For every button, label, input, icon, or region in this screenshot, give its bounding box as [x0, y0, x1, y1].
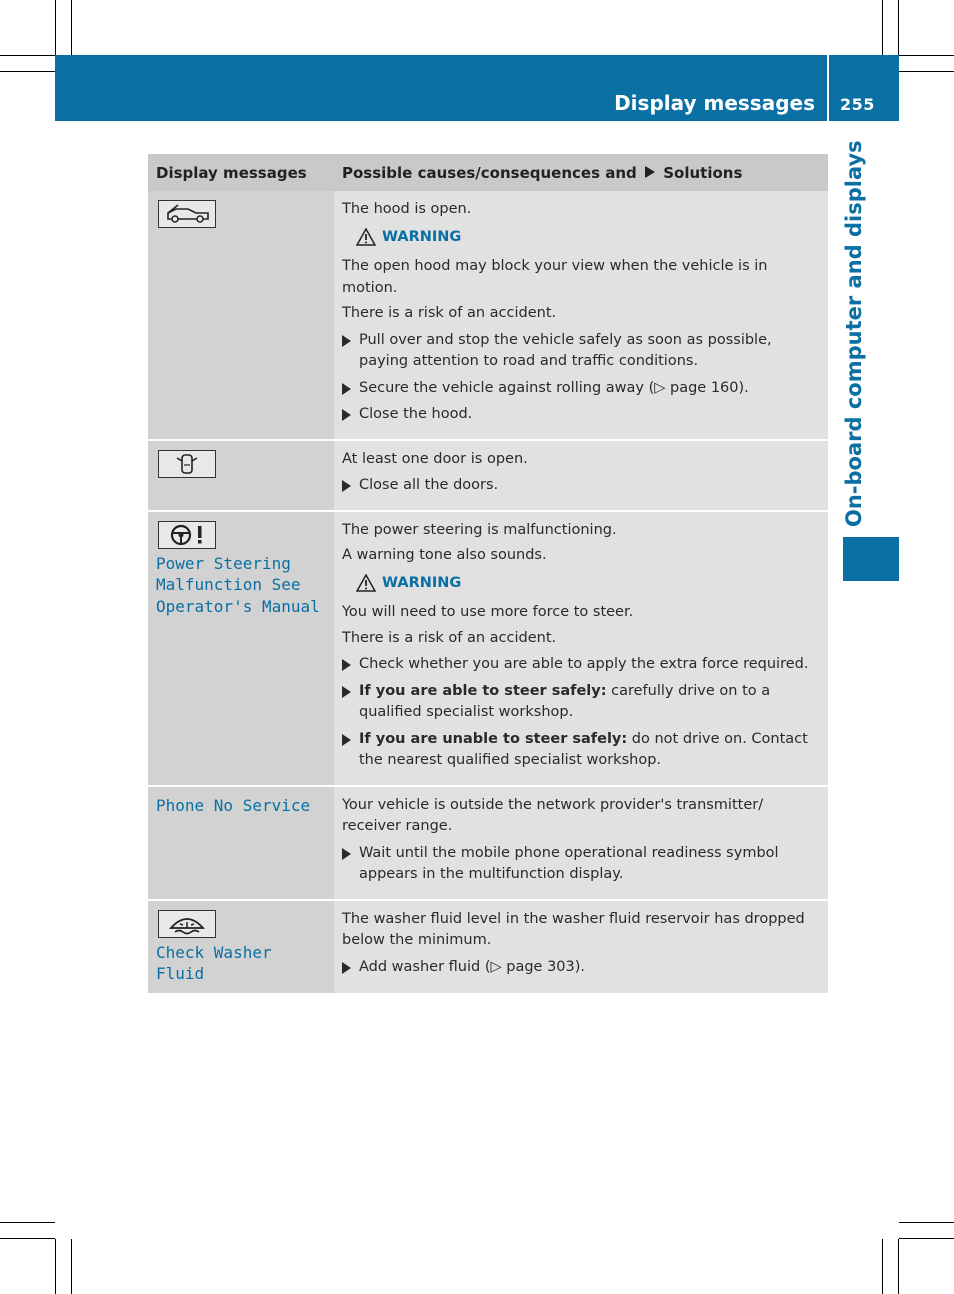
table-row: [148, 786, 828, 900]
door-open-icon: [158, 450, 216, 478]
warning-heading: [356, 573, 820, 595]
step-condition: If you are able to steer safely:: [359, 682, 607, 699]
crop-mark: [0, 1238, 55, 1239]
solution-step: [342, 404, 820, 426]
step-arrow-icon: [342, 686, 351, 698]
warning-triangle-icon: [356, 574, 376, 592]
cause-text: A warning tone also sounds.: [342, 547, 547, 563]
table-header-row: [148, 154, 828, 191]
crop-mark: [898, 0, 899, 55]
cause-text: Your vehicle is outside the network provider's transmitter/ receiver range.: [342, 796, 764, 834]
display-message-cell: [148, 511, 334, 786]
table-row: [148, 511, 828, 786]
warning-triangle-icon: [356, 228, 376, 246]
column-header-causes: [334, 154, 828, 191]
chapter-tab: [843, 537, 899, 581]
cause-solution-cell: [334, 786, 828, 900]
cause-text: At least one door is open.: [342, 450, 528, 467]
column-header-display-messages: Display messages: [148, 154, 334, 191]
cause-text: The power steering is malfunctioning.: [342, 521, 617, 538]
cause-solution-cell: [334, 511, 828, 786]
cause-text: The washer fluid level in the washer fluid reservoir has dropped below the minimum.: [342, 910, 805, 948]
step-text: Close all the doors.: [359, 477, 499, 493]
table-row: [148, 191, 828, 440]
step-arrow-icon: [342, 335, 351, 347]
cause-solution-cell: [334, 900, 828, 993]
power-steering-warning-icon: [158, 521, 216, 549]
arrow-right-icon: [644, 165, 656, 179]
crop-mark: [899, 71, 954, 72]
crop-mark: [882, 1239, 883, 1294]
crop-mark: [55, 0, 56, 55]
solution-step: [342, 957, 820, 979]
crop-mark: [0, 1222, 55, 1223]
cause-solution-cell: [334, 191, 828, 440]
step-arrow-icon: [342, 383, 351, 395]
column-header-solutions-text: Solutions: [663, 163, 743, 182]
step-text: Check whether you are able to apply the extra force required.: [359, 656, 809, 672]
step-condition: If you are unable to steer safely:: [359, 730, 628, 747]
column-header-causes-text: Possible causes/consequences and: [342, 163, 637, 182]
crop-mark: [899, 1222, 954, 1223]
warning-label: WARNING: [382, 228, 462, 245]
step-text: carefully drive on to a qualified specialist workshop.: [359, 682, 771, 720]
display-message-text: Power Steering Malfunction See Operator's Manual: [156, 553, 320, 616]
step-arrow-icon: [342, 848, 351, 860]
display-message-text: Check Washer Fluid: [156, 942, 272, 983]
crop-mark: [899, 55, 954, 56]
crop-mark: [0, 55, 55, 56]
crop-mark: [71, 1239, 72, 1294]
display-message-cell: [148, 191, 334, 440]
solution-step: [342, 843, 820, 886]
solution-step: [342, 330, 820, 373]
table-row: [148, 900, 828, 993]
header-divider: [827, 55, 829, 121]
display-messages-table: [148, 154, 828, 993]
display-message-cell: [148, 900, 334, 993]
hood-open-icon: [158, 200, 216, 228]
warning-label: WARNING: [382, 574, 462, 591]
step-arrow-icon: [342, 734, 351, 746]
crop-mark: [899, 1238, 954, 1239]
crop-mark: [898, 1239, 899, 1294]
cause-solution-cell: [334, 440, 828, 511]
step-text: do not drive on. Contact the nearest qualified specialist workshop.: [359, 730, 808, 768]
crop-mark: [71, 0, 72, 55]
display-message-cell: [148, 786, 334, 900]
step-arrow-icon: [342, 480, 351, 492]
step-arrow-icon: [342, 409, 351, 421]
step-text: Wait until the mobile phone operational readiness symbol appears in the multifunction display.: [359, 844, 779, 882]
step-text: Close the hood.: [359, 406, 473, 422]
step-arrow-icon: [342, 962, 351, 974]
warning-heading: [356, 227, 820, 249]
solution-step: [342, 378, 820, 400]
chapter-side-label: On-board computer and displays: [842, 140, 866, 527]
page-number: 255: [840, 95, 875, 114]
warning-text: You will need to use more force to steer.: [342, 604, 634, 620]
crop-mark: [882, 0, 883, 55]
crop-mark: [0, 71, 55, 72]
warning-text: There is a risk of an accident.: [342, 305, 557, 321]
table-row: [148, 440, 828, 511]
cause-text: The hood is open.: [342, 201, 472, 217]
display-message-cell: [148, 440, 334, 511]
warning-text: The open hood may block your view when the vehicle is in motion.: [342, 258, 768, 296]
display-message-text: Phone No Service: [156, 795, 311, 815]
step-arrow-icon: [342, 659, 351, 671]
solution-step: [342, 729, 820, 772]
section-title: Display messages: [614, 91, 815, 115]
solution-step: [342, 475, 820, 497]
step-text: Pull over and stop the vehicle safely as soon as possible, paying attention to road and traffic conditions.: [359, 331, 772, 369]
crop-mark: [55, 1239, 56, 1294]
step-text: Secure the vehicle against rolling away (▷ page 160).: [359, 379, 749, 396]
solution-step: [342, 654, 820, 676]
warning-text: There is a risk of an accident.: [342, 629, 557, 646]
page-header: [55, 55, 899, 121]
step-text: Add washer fluid (▷ page 303).: [359, 958, 586, 975]
solution-step: [342, 681, 820, 724]
washer-fluid-icon: [158, 910, 216, 938]
